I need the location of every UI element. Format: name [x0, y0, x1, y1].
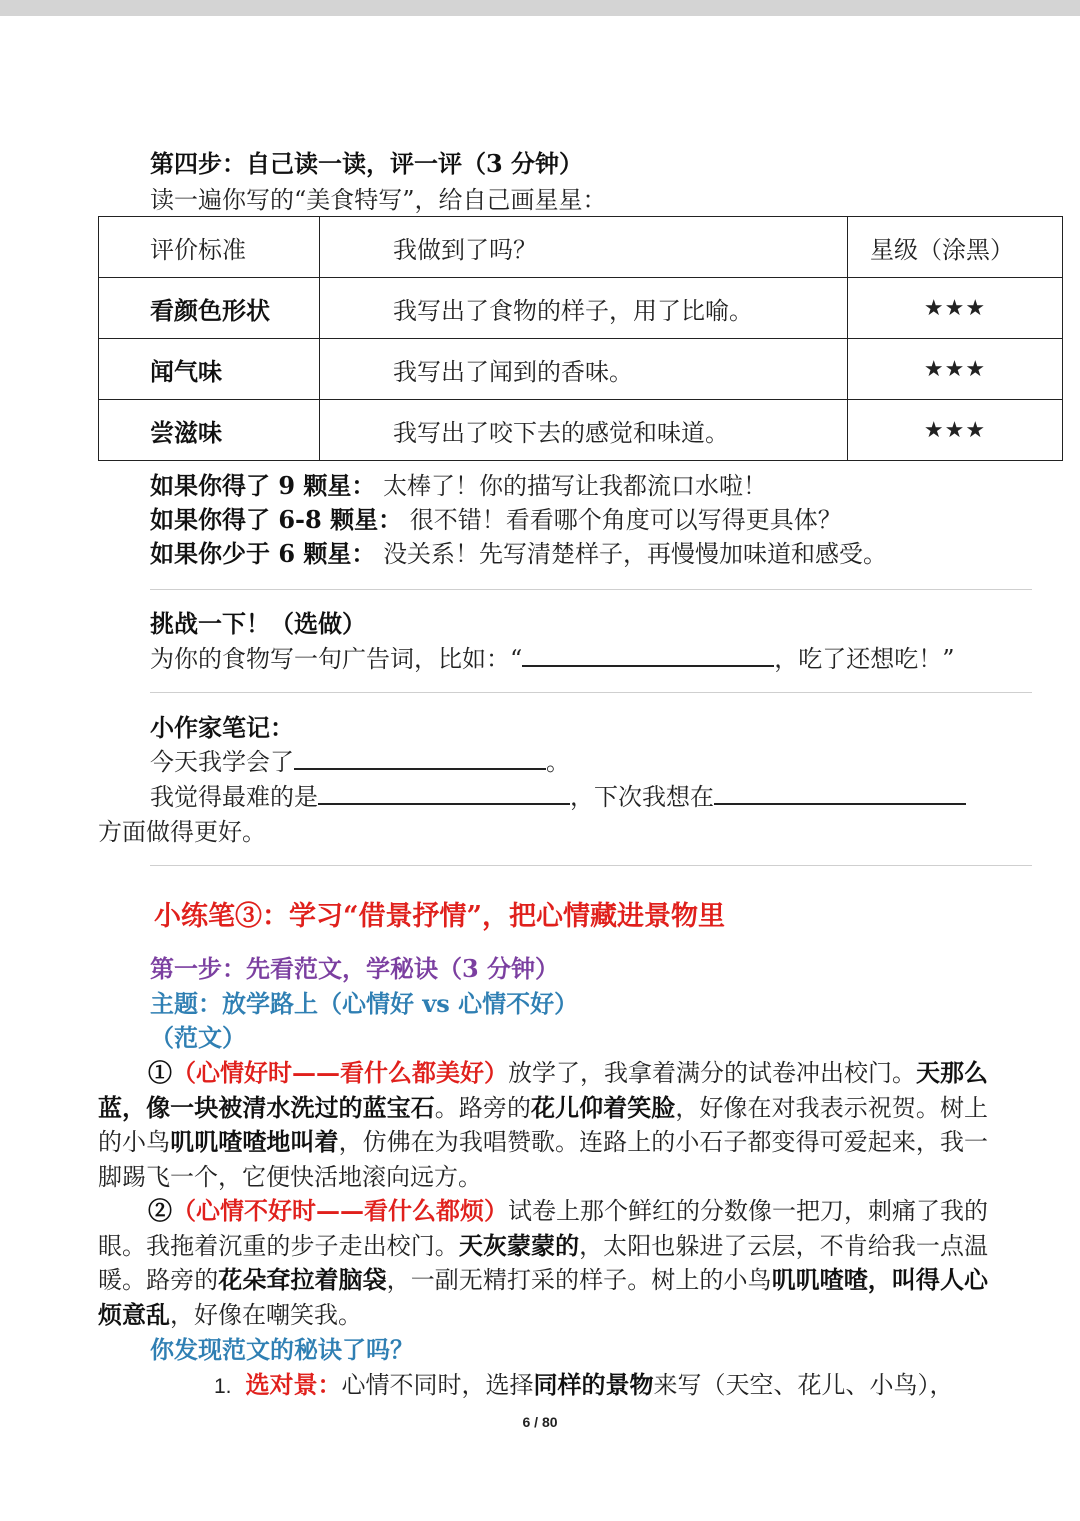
para-text: ，太阳也躲进了云层，不肯给我一点温暖。路旁的: [98, 1231, 989, 1294]
result-label: 如果你少于 6 颗星：: [150, 539, 376, 568]
learned-blank[interactable]: [294, 746, 546, 770]
item-text: 来写（天空、花儿、小鸟），: [653, 1371, 954, 1399]
step4-instruction: 读一遍你写的“美食特写”，给自己画星星：: [150, 186, 607, 214]
challenge-prefix: 为你的食物写一句广告词，比如：“: [150, 645, 523, 673]
hardest-blank[interactable]: [318, 781, 570, 805]
secret-question: 你发现范文的秘诀了吗？: [150, 1335, 414, 1364]
result-line: [150, 537, 887, 571]
notes-line2-mid: ，下次我想在: [570, 783, 714, 811]
sample-paragraph-1: [98, 1056, 988, 1194]
secret-item-1: [214, 1368, 954, 1404]
item-number: 1.: [214, 1375, 232, 1398]
notes-line3: 方面做得更好。: [98, 818, 266, 846]
lesson3-step1: 第一步：先看范文，学秘诀（3 分钟）: [150, 954, 560, 983]
notes-line2-prefix: 我觉得最难的是: [150, 783, 318, 811]
para-text: 。路旁的: [434, 1093, 532, 1122]
divider: [150, 589, 1032, 590]
notes-line2: [150, 780, 966, 814]
evaluation-table: [98, 216, 1063, 461]
table-row: [99, 400, 1063, 461]
para-text: ，好像在嘲笑我。: [170, 1300, 362, 1329]
result-text: 太棒了！你的描写让我都流口水啦！: [383, 472, 768, 500]
criterion-cell: 看颜色形状: [99, 278, 320, 339]
notes-line1-suffix: 。: [546, 748, 570, 776]
star-rating[interactable]: ★★★: [848, 339, 1063, 400]
lesson3-theme: 主题：放学路上（心情好 vs 心情不好）: [150, 989, 579, 1018]
improve-blank[interactable]: [714, 781, 966, 805]
para-number: ①: [148, 1058, 172, 1087]
para-highlight: 花儿仰着笑脸: [531, 1092, 676, 1122]
challenge-suffix: ，吃了还想吃！”: [774, 645, 955, 673]
para-text: 试卷上那个鲜红的分数像一把刀，刺痛了我的眼。我拖着沉重的步子走出校门。: [98, 1197, 988, 1260]
result-label: 如果你得了 6-8 颗星：: [150, 505, 403, 534]
para-number: ②: [148, 1196, 172, 1225]
para-text: ，一副无精打采的样子。树上的小鸟: [386, 1266, 772, 1294]
para-highlight: 天灰蒙蒙的: [458, 1230, 580, 1260]
divider: [150, 692, 1032, 693]
item-highlight: 同样的景物: [533, 1370, 654, 1399]
header-stars: 星级（涂黑）: [848, 217, 1063, 278]
item-text: 心情不同时，选择: [341, 1371, 534, 1399]
desc-cell: 我写出了闻到的香味。: [320, 339, 848, 400]
result-text: 很不错！看看哪个角度可以写得更具体？: [409, 506, 842, 534]
challenge-heading: 挑战一下！（选做）: [150, 609, 366, 638]
para-highlight: 花朵耷拉着脑袋: [218, 1265, 387, 1294]
para-tag: （心情好时——看什么都美好）: [172, 1058, 508, 1087]
star-rating[interactable]: ★★★: [848, 278, 1063, 339]
para-text: ，好像在对我表示祝贺。树上的小鸟: [98, 1093, 989, 1156]
table-row: [99, 339, 1063, 400]
header-achieved: 我做到了吗？: [320, 217, 848, 278]
star-rating[interactable]: ★★★: [848, 400, 1063, 461]
para-text: 放学了，我拿着满分的试卷冲出校门。: [508, 1059, 916, 1087]
top-bar: [0, 0, 1080, 16]
table-row: [99, 278, 1063, 339]
challenge-prompt: [150, 642, 955, 676]
notes-heading: 小作家笔记：: [150, 713, 294, 742]
desc-cell: 我写出了食物的样子，用了比喻。: [320, 278, 848, 339]
criterion-cell: 闻气味: [99, 339, 320, 400]
para-highlight: 叽叽喳喳地叫着: [170, 1127, 339, 1156]
table-header-row: [99, 217, 1063, 278]
criterion-cell: 尝滋味: [99, 400, 320, 461]
result-line: [150, 469, 767, 503]
item-label: 选对景：: [245, 1370, 342, 1399]
notes-line1: [150, 745, 570, 779]
header-criterion: 评价标准: [99, 217, 320, 278]
para-text: ，仿佛在为我唱赞歌。连路上的小石子都变得可爱起来，我一脚踢飞一个，它便快活地滚向远方。: [98, 1128, 989, 1191]
page-number: 6 / 80: [522, 1414, 558, 1430]
slogan-blank[interactable]: [522, 643, 774, 667]
sample-paragraph-2: [98, 1194, 988, 1332]
notes-line1-prefix: 今天我学会了: [150, 748, 294, 776]
step4-heading: 第四步：自己读一读，评一评（3 分钟）: [150, 149, 584, 178]
para-highlight: 天那么蓝，像一块被清水洗过的蓝宝石: [98, 1058, 988, 1122]
result-label: 如果你得了 9 颗星：: [150, 471, 376, 500]
lesson3-title: 小练笔③：学习“借景抒情”，把心情藏进景物里: [154, 901, 726, 932]
desc-cell: 我写出了咬下去的感觉和味道。: [320, 400, 848, 461]
result-line: [150, 503, 842, 537]
result-text: 没关系！先写清楚样子，再慢慢加味道和感受。: [383, 540, 888, 568]
divider: [150, 865, 1032, 866]
sample-label: （范文）: [150, 1023, 246, 1052]
para-tag: （心情不好时——看什么都烦）: [172, 1196, 508, 1225]
para-highlight: 叽叽喳喳，叫得人心烦意乱: [98, 1265, 989, 1329]
